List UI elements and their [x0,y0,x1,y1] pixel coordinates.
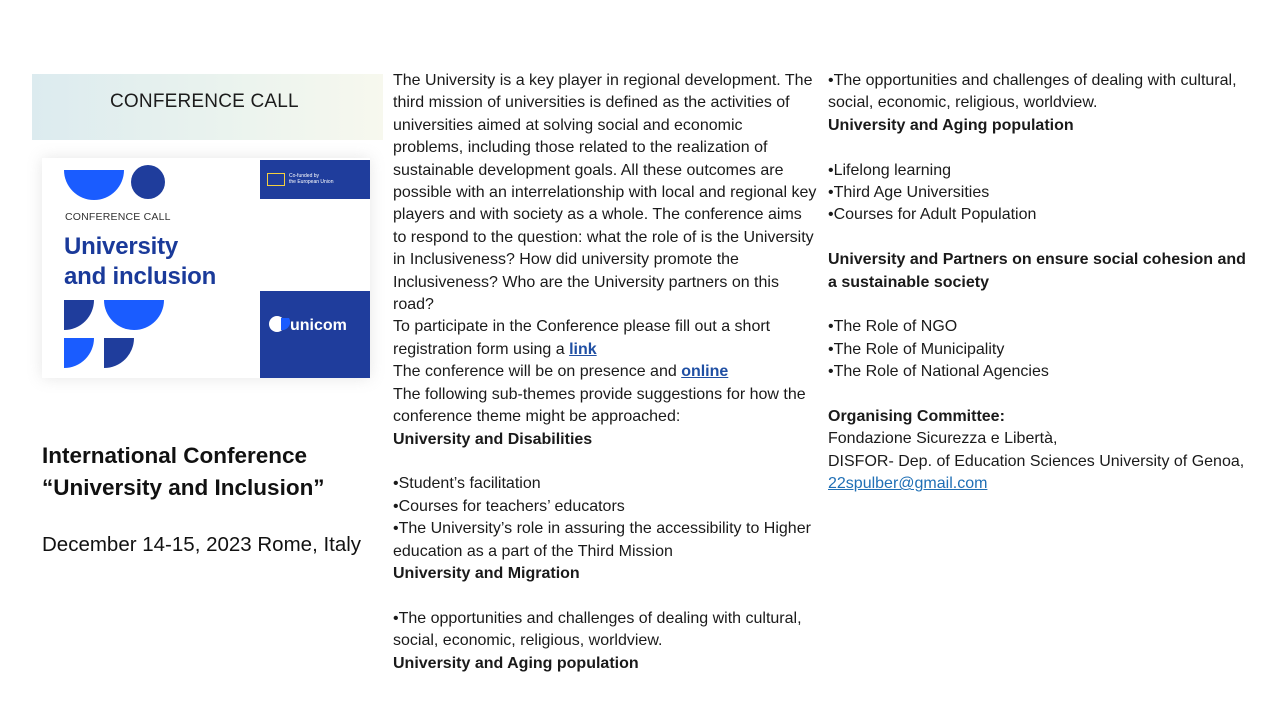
description-column [393,70,817,675]
eu-funding-text [289,173,333,185]
banner-label: CONFERENCE CALL [110,91,299,112]
aging-heading: University and Aging population [828,116,1074,134]
event-date: December 14-15, 2023 Rome, Italy [42,533,362,556]
partners-item: •The Role of National Agencies [828,363,1049,381]
contact-email-link[interactable]: 22spulber@gmail.com [828,475,988,493]
event-title-line2: “University and Inclusion” [42,475,325,500]
presence-text: The conference will be on presence and [393,363,677,381]
migration-item-continued: •The opportunities and challenges of dealing with cultural, social, economic, religious, worldview. [828,72,1237,112]
poster-title-line2: and inclusion [64,263,217,290]
aging-item: •Courses for Adult Population [828,206,1037,224]
partners-item: •The Role of Municipality [828,340,1005,358]
poster-title [64,232,216,292]
subthemes-column [828,70,1258,496]
poster-title-line1: University [64,233,179,260]
unicom-logo-icon [268,313,290,335]
aging-heading-middle: University and Aging population [393,654,639,672]
navy-quarter-shape-2 [104,338,134,368]
blue-half-circle-shape-2 [104,300,164,330]
eu-line1: Co-funded by [289,173,320,179]
aging-item: •Lifelong learning [828,161,952,179]
blue-quarter-shape [64,338,94,368]
blue-half-circle-shape [64,170,124,200]
navy-quarter-shape-1 [64,300,94,330]
participate-paragraph [393,316,817,361]
poster-bottom-shapes [64,300,174,370]
conference-call-banner [32,74,383,140]
event-title-line1: International Conference [42,443,308,468]
poster-call-label: CONFERENCE CALL [65,211,171,223]
migration-heading: University and Migration [393,564,580,582]
unicom-logo [260,291,370,378]
committee-line: Fondazione Sicurezza e Libertà, [828,430,1058,448]
unicom-logo-text: unicom [290,317,347,334]
disabilities-heading: University and Disabilities [393,430,593,448]
poster-top-shapes [64,164,169,200]
eu-flag-icon [267,173,285,186]
navy-circle-shape [131,165,165,199]
online-link[interactable]: online [681,363,729,381]
aging-item: •Third Age Universities [828,184,990,202]
committee-heading: Organising Committee: [828,408,1005,426]
registration-link[interactable]: link [569,340,597,358]
disabilities-item: •Student’s facilitation [393,475,541,493]
subthemes-intro: The following sub-themes provide suggestions for how the conference theme might be approached: [393,385,806,426]
partners-item: •The Role of NGO [828,318,958,336]
disabilities-item: •Courses for teachers’ educators [393,497,625,515]
partners-heading: University and Partners on ensure social cohesion and a sustainable society [828,251,1246,291]
committee-line: DISFOR- Dep. of Education Sciences University of Genoa, [828,452,1245,470]
conference-poster [42,158,370,378]
eu-funding-logo [260,160,370,199]
intro-paragraph: The University is a key player in regional development. The third mission of universities is defined as the activities of universities aimed at solving social and economic problems, including those related to the realization of sustainable development goals. All these outcomes are possible with an interrelationship with local and regional key players and with society as a whole. The conference aims to respond to the question: what the role of is the University in Inclusiveness? How did university promote the Inclusiveness? Who are the University partners on this road? [393,72,817,314]
disabilities-item: •The University’s role in assuring the accessibility to Higher education as a part of the Third Mission [393,520,811,560]
event-title [42,440,325,504]
presence-paragraph [393,361,817,383]
eu-line2: the European Union [289,179,334,185]
migration-item: •The opportunities and challenges of dealing with cultural, social, economic, religious, worldview. [393,609,802,650]
participate-text: To participate in the Conference please fill out a short registration form using a [393,318,771,358]
